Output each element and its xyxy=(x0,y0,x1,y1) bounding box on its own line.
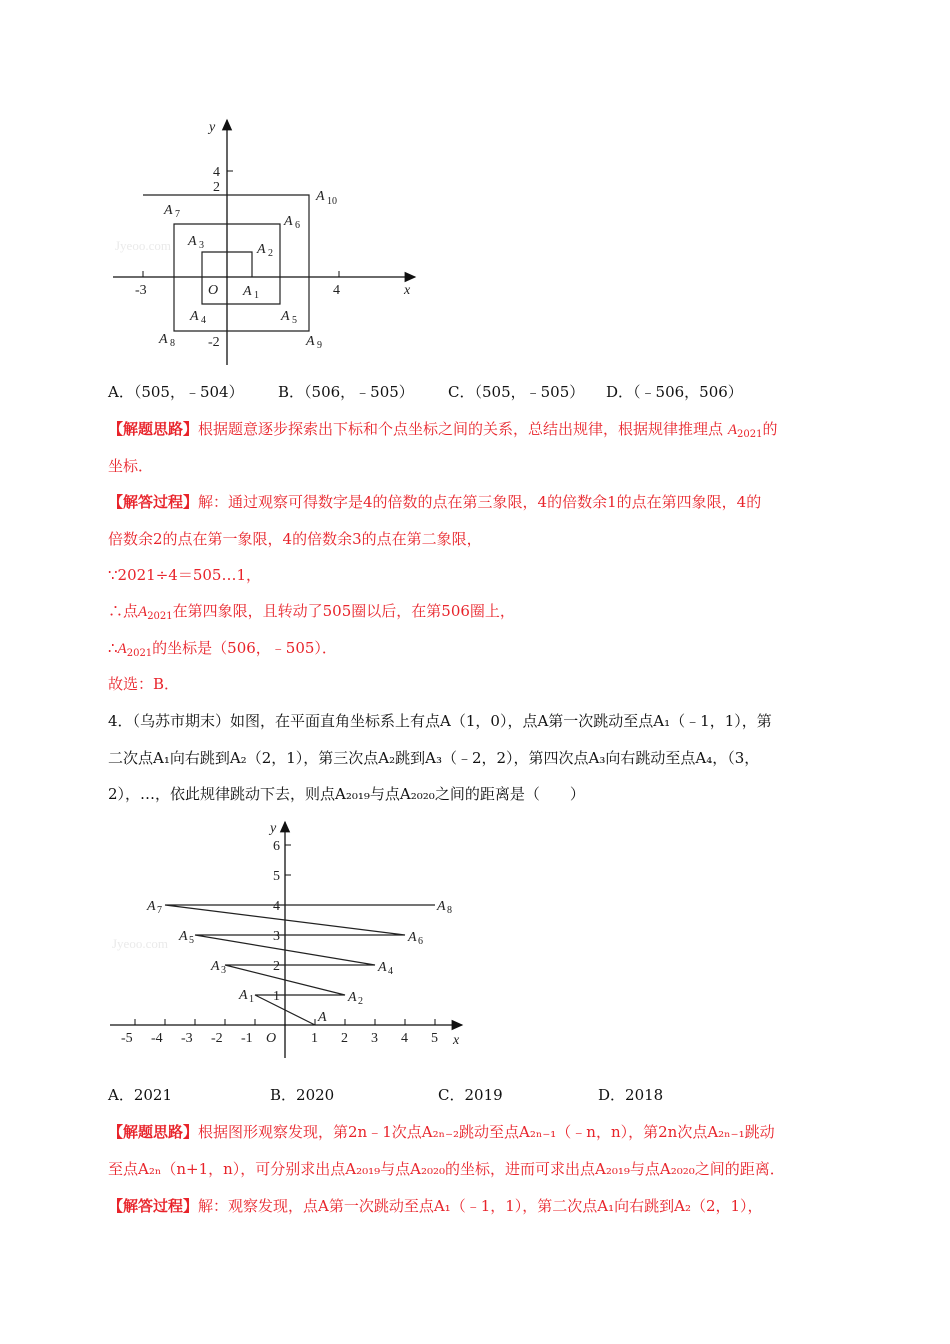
svg-text:1: 1 xyxy=(273,989,280,1004)
svg-text:-2: -2 xyxy=(211,1031,223,1046)
q3-idea: 【解题思路】根据题意逐步探索出下标和个点坐标之间的关系，总结出规律，根据规律推理点 $A_{2021}$的 xyxy=(108,420,778,440)
svg-text:A: A xyxy=(378,960,387,975)
figure-spiral-squares xyxy=(105,112,425,372)
svg-text:5: 5 xyxy=(431,1031,438,1046)
svg-text:5: 5 xyxy=(189,935,194,946)
svg-text:A: A xyxy=(190,309,199,324)
watermark: Jyeoo.com xyxy=(115,238,171,253)
svg-text:A: A xyxy=(147,899,156,914)
svg-text:4: 4 xyxy=(388,966,393,977)
process-label: 【解答过程】 xyxy=(108,493,199,511)
svg-text:-3: -3 xyxy=(135,283,147,298)
jump-path xyxy=(165,905,435,1025)
q4-idea-line2: 至点A₂ₙ（n+1，n），可分别求出点A₂₀₁₉与点A₂₀₂₀的坐标，进而可求出点A₂₀₁₉与点A₂₀₂₀之间的距离． xyxy=(108,1160,785,1178)
svg-text:4: 4 xyxy=(333,283,340,298)
svg-text:A: A xyxy=(211,959,220,974)
svg-text:3: 3 xyxy=(199,240,204,251)
svg-text:A: A xyxy=(188,234,197,249)
svg-text:2: 2 xyxy=(341,1031,348,1046)
svg-text:7: 7 xyxy=(157,905,162,916)
svg-text:4: 4 xyxy=(401,1031,408,1046)
svg-text:A: A xyxy=(348,990,357,1005)
svg-text:6: 6 xyxy=(273,839,280,854)
svg-text:-5: -5 xyxy=(121,1031,133,1046)
q3-option-b[interactable]: B．（506，﹣505） xyxy=(278,383,414,401)
q4-process-line1: 【解答过程】解：观察发现，点A第一次跳动至点A₁（﹣1，1），第二次点A₁向右跳到A₂（2，1）， xyxy=(108,1197,763,1215)
idea-label: 【解题思路】 xyxy=(108,420,199,438)
svg-text:6: 6 xyxy=(295,220,300,231)
question-number: 4． xyxy=(108,712,133,730)
svg-text:A: A xyxy=(437,899,446,914)
svg-text:6: 6 xyxy=(418,936,423,947)
svg-text:x: x xyxy=(453,1033,460,1048)
svg-text:7: 7 xyxy=(175,209,180,220)
svg-text:4: 4 xyxy=(213,165,220,180)
svg-text:-3: -3 xyxy=(181,1031,193,1046)
q4-options xyxy=(108,1085,663,1105)
svg-text:2: 2 xyxy=(273,959,280,974)
svg-text:A: A xyxy=(243,284,252,299)
svg-text:A: A xyxy=(179,929,188,944)
svg-text:9: 9 xyxy=(317,340,322,351)
svg-text:A: A xyxy=(408,930,417,945)
svg-text:x: x xyxy=(404,283,411,298)
svg-text:3: 3 xyxy=(371,1031,378,1046)
svg-text:A: A xyxy=(164,203,173,218)
svg-text:A: A xyxy=(318,1010,327,1025)
svg-text:A: A xyxy=(284,214,293,229)
idea-label: 【解题思路】 xyxy=(108,1123,199,1141)
svg-text:3: 3 xyxy=(221,965,226,976)
svg-text:1: 1 xyxy=(311,1031,318,1046)
svg-text:A: A xyxy=(257,242,266,257)
q3-options xyxy=(108,382,743,402)
svg-text:A: A xyxy=(306,334,315,349)
svg-text:A: A xyxy=(239,988,248,1003)
svg-text:2: 2 xyxy=(213,180,220,195)
q3-idea-cont: 坐标． xyxy=(108,457,154,475)
svg-text:A: A xyxy=(316,189,325,204)
q3-option-d[interactable]: D．（﹣506，506） xyxy=(606,383,743,401)
svg-text:1: 1 xyxy=(254,290,259,301)
svg-text:y: y xyxy=(270,821,277,836)
svg-text:y: y xyxy=(209,120,216,135)
q3-option-c[interactable]: C．（505，﹣505） xyxy=(448,383,585,401)
svg-text:4: 4 xyxy=(201,315,206,326)
figure-zigzag-jumps xyxy=(105,815,475,1060)
q4-stem-line3: 2），…，依此规律跳动下去，则点A₂₀₁₉与点A₂₀₂₀之间的距离是（ ） xyxy=(108,785,585,803)
svg-text:O: O xyxy=(266,1031,277,1046)
svg-text:8: 8 xyxy=(170,338,175,349)
q4-stem-line1: 4．（乌苏市期末）如图，在平面直角坐标系上有点A（1，0），点A第一次跳动至点A₁（﹣1，1），第 xyxy=(108,712,772,730)
svg-text:8: 8 xyxy=(447,905,452,916)
q4-option-a[interactable]: A．2021 xyxy=(108,1086,173,1104)
q3-process-line4: ∴点$A_{2021}$在第四象限，且转动了505圈以后，在第506圈上， xyxy=(108,602,515,622)
watermark: Jyeoo.com xyxy=(112,936,168,951)
q3-option-a[interactable]: A．（505，﹣504） xyxy=(108,383,244,401)
svg-text:1: 1 xyxy=(249,994,254,1005)
process-label: 【解答过程】 xyxy=(108,1197,199,1215)
q4-idea-line1: 【解题思路】根据图形观察发现，第2n﹣1次点A₂ₙ₋₂跳动至点A₂ₙ₋₁（﹣n，n），第2n次点A₂ₙ₋₁跳动 xyxy=(108,1123,775,1141)
svg-text:-4: -4 xyxy=(151,1031,163,1046)
svg-text:5: 5 xyxy=(292,315,297,326)
svg-text:10: 10 xyxy=(327,196,337,207)
q4-stem-line2: 二次点A₁向右跳到A₂（2，1），第三次点A₂跳到A₃（﹣2，2），第四次点A₃向右跳动至点A₄，（3， xyxy=(108,749,760,767)
svg-text:A: A xyxy=(281,309,290,324)
q3-process-line5: $\therefore A_{2021}$的坐标是（506，﹣505）． xyxy=(108,639,337,659)
svg-text:-1: -1 xyxy=(241,1031,253,1046)
q3-answer: 故选：B． xyxy=(108,675,180,693)
q3-process-line2: 倍数余2的点在第一象限，4的倍数余3的点在第二象限， xyxy=(108,530,482,548)
svg-text:2: 2 xyxy=(268,248,273,259)
q4-option-c[interactable]: C．2019 xyxy=(438,1086,503,1104)
svg-text:-2: -2 xyxy=(208,335,220,350)
svg-text:3: 3 xyxy=(273,929,280,944)
svg-text:O: O xyxy=(208,283,219,298)
svg-text:5: 5 xyxy=(273,869,280,884)
svg-text:A: A xyxy=(159,332,168,347)
svg-text:2: 2 xyxy=(358,996,363,1007)
q4-option-d[interactable]: D．2018 xyxy=(598,1086,664,1104)
q3-process-line3: ∵2021÷4＝505…1， xyxy=(108,566,262,584)
q4-option-b[interactable]: B．2020 xyxy=(270,1086,335,1104)
q3-process-line1: 【解答过程】解：通过观察可得数字是4的倍数的点在第三象限，4的倍数余1的点在第四象限，4的 xyxy=(108,493,762,511)
svg-text:4: 4 xyxy=(273,899,280,914)
